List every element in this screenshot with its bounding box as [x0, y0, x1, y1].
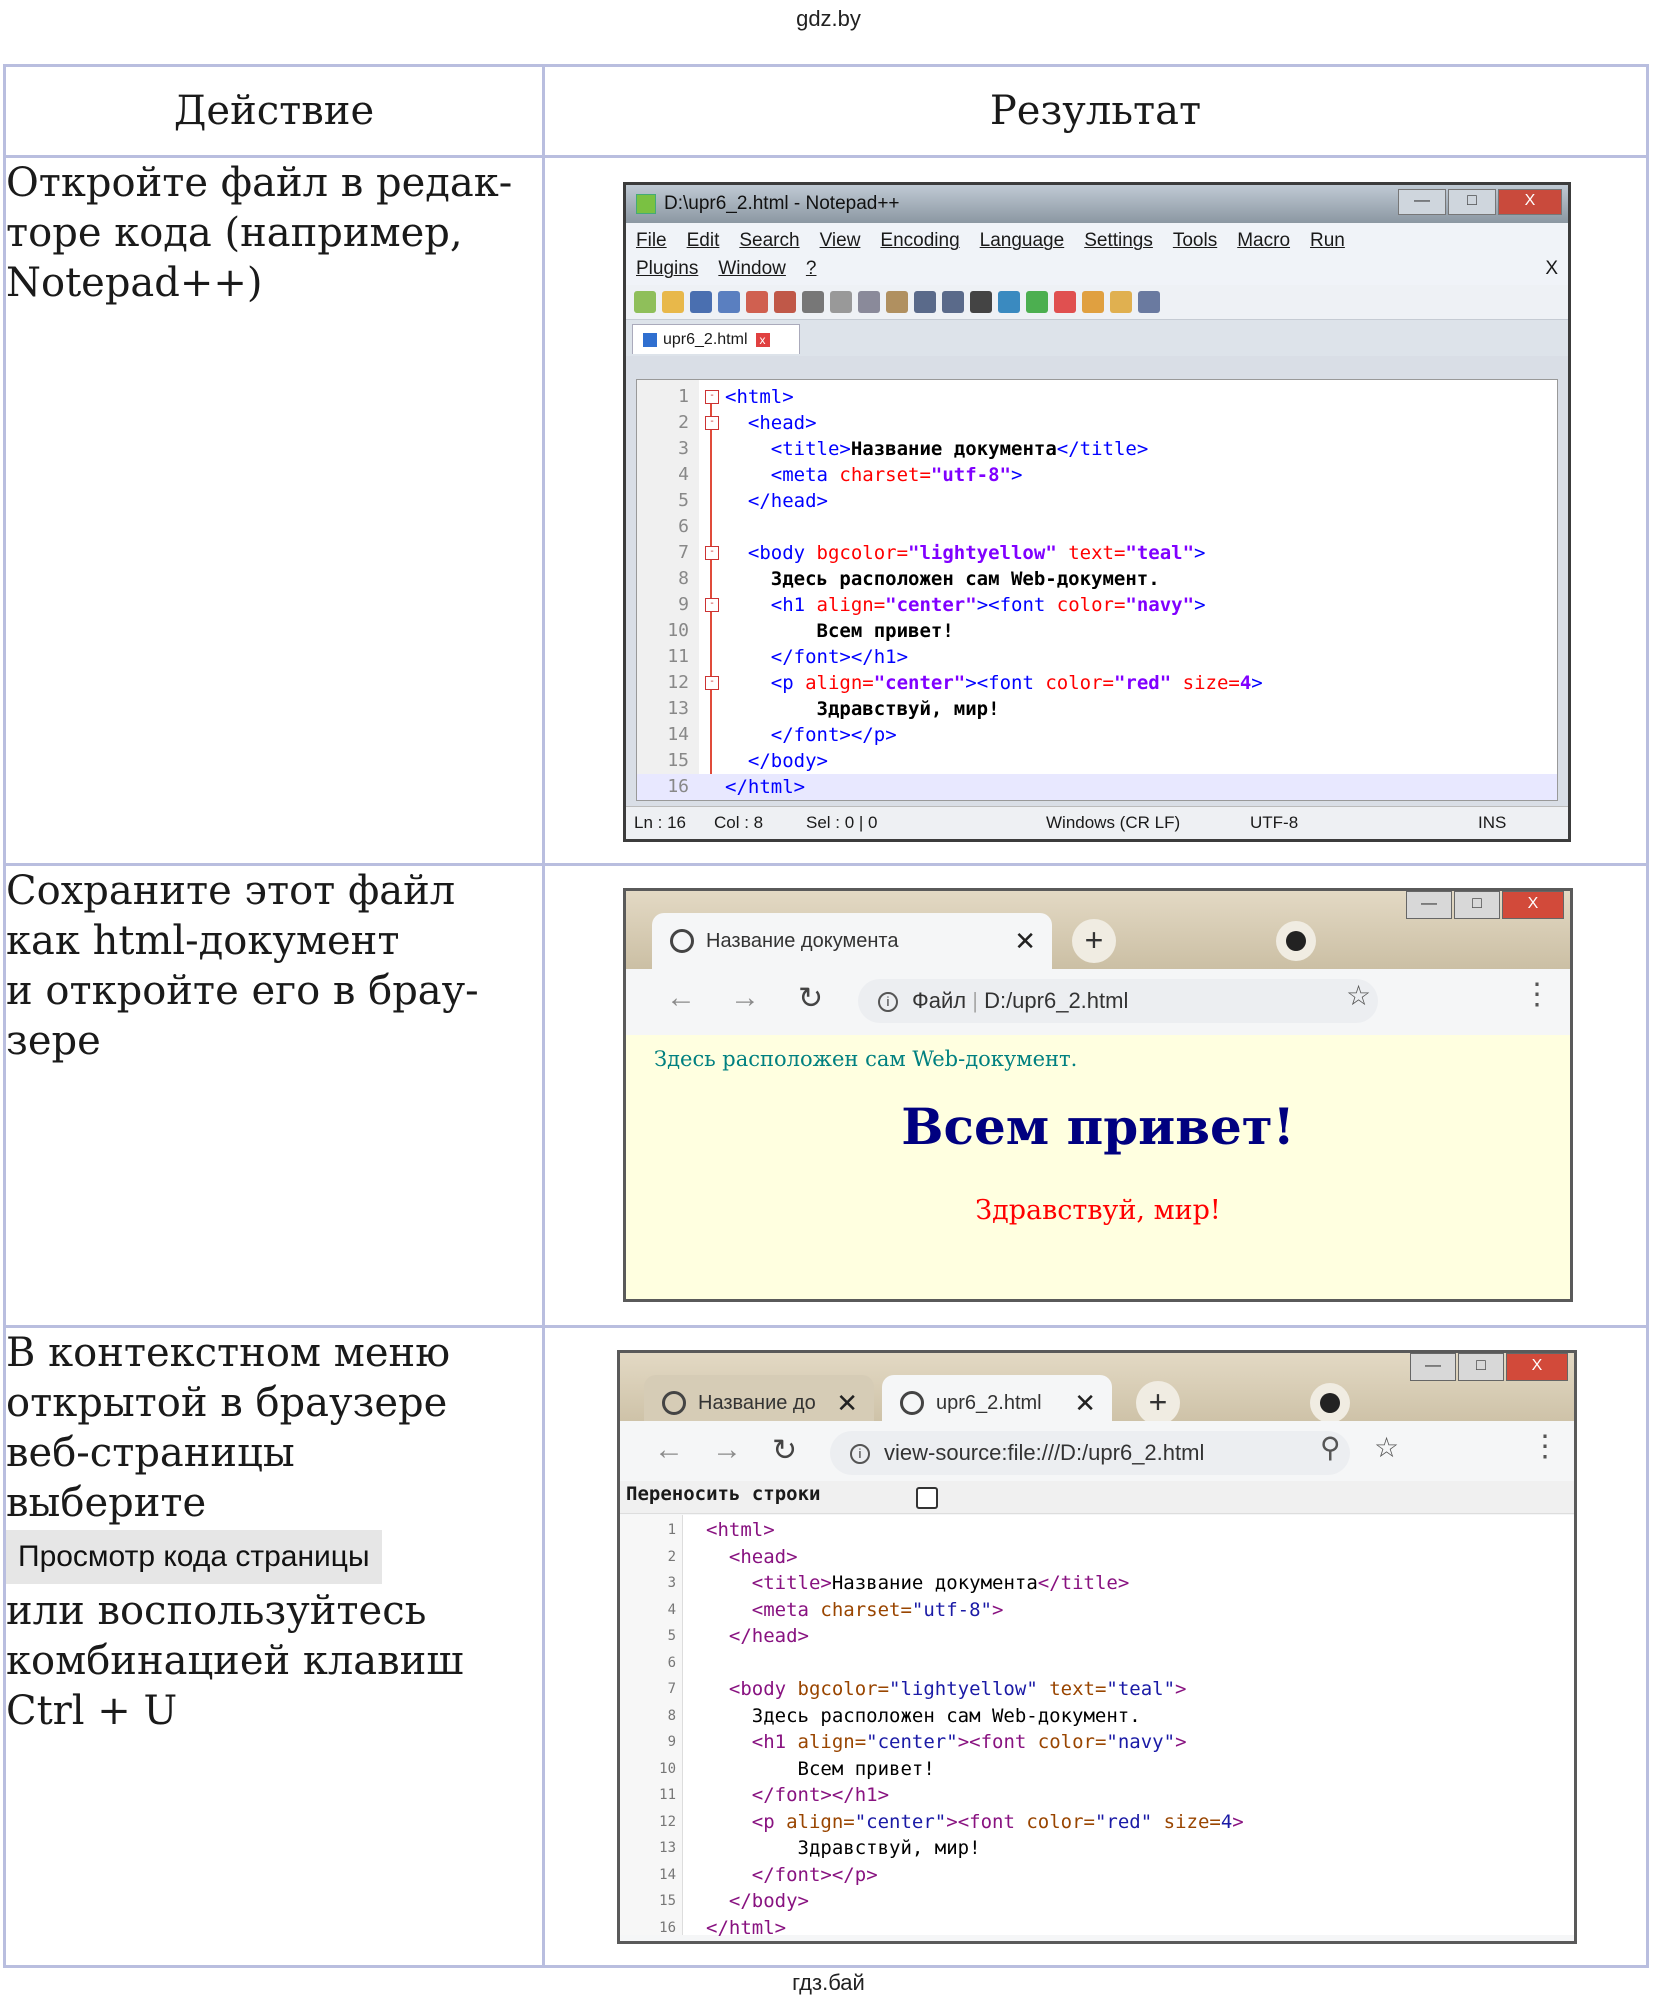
page-text: Здесь расположен сам Web-документ.	[654, 1047, 1078, 1071]
account-icon[interactable]	[1310, 1383, 1350, 1423]
window-controls	[1398, 189, 1562, 215]
status-sel: Sel : 0 | 0	[806, 813, 878, 832]
source-text: <h1 align="center"><font color="navy">	[751, 1731, 1187, 1753]
action-cell-1	[5, 157, 544, 865]
save-all-icon[interactable]	[718, 291, 740, 313]
source-line	[620, 1888, 1574, 1915]
menu-edit[interactable]: Edit	[686, 230, 720, 251]
code-text: </html>	[725, 776, 806, 798]
line-number: 9	[678, 594, 689, 615]
line-number: 15	[667, 750, 689, 771]
source-text: Здесь расположен сам Web-документ.	[706, 1704, 1141, 1727]
line-number: 16	[659, 1919, 676, 1936]
fold-toggle-icon[interactable]: -	[705, 546, 719, 560]
line-number: 7	[678, 542, 689, 563]
source-line	[620, 1835, 1574, 1862]
code-text: </font></h1>	[770, 646, 909, 668]
code-line	[637, 644, 1557, 670]
menu-view[interactable]: View	[819, 230, 861, 251]
source-text: Всем привет!	[706, 1757, 935, 1780]
line-number: 13	[659, 1840, 676, 1856]
menu-macro[interactable]: Macro	[1237, 230, 1291, 251]
line-number: 3	[678, 438, 689, 459]
close-window-button[interactable]: X	[1506, 1353, 1568, 1381]
file-tab-label: upr6_2.html	[663, 331, 748, 348]
fold-toggle-icon[interactable]: -	[705, 676, 719, 690]
line-number: 6	[678, 516, 689, 537]
code-text: <html>	[725, 386, 794, 408]
source-text: <p align="center"><font color="red" size=4>	[751, 1810, 1244, 1833]
close-file-icon[interactable]	[746, 291, 768, 313]
code-text: <meta charset="utf-8">	[770, 464, 1023, 486]
source-line	[620, 1809, 1574, 1836]
close-all-icon[interactable]	[774, 291, 796, 313]
code-text: </head>	[747, 490, 828, 512]
action-line: комбинацией клавиш	[6, 1638, 464, 1684]
undo-icon[interactable]	[914, 291, 936, 313]
line-number: 8	[678, 568, 689, 589]
source-lines	[620, 1517, 1574, 1941]
source-line	[620, 1703, 1574, 1730]
instructions-table	[3, 64, 1649, 1968]
redo-icon[interactable]	[942, 291, 964, 313]
code-line	[637, 462, 1557, 488]
browser-navbar	[620, 1421, 1574, 1487]
line-number: 5	[678, 490, 689, 511]
header-action: Действие	[5, 66, 544, 157]
cut-icon[interactable]	[830, 291, 852, 313]
code-line	[637, 592, 1557, 618]
zoom-icon[interactable]: ⚲	[1320, 1432, 1341, 1463]
line-number: 11	[667, 646, 689, 667]
source-text: <head>	[728, 1545, 798, 1568]
close-doc-icon[interactable]: X	[1545, 258, 1558, 279]
address-text: view-source:file:///D:/upr6_2.html	[884, 1440, 1205, 1465]
code-line	[637, 696, 1557, 722]
line-number: 4	[678, 464, 689, 485]
action-line: и откройте его в брау-	[6, 968, 479, 1014]
code-text: Всем привет!	[725, 620, 954, 642]
notepad-title: D:\upr6_2.html - Notepad++	[664, 193, 900, 214]
source-view	[620, 1515, 1574, 1939]
close-icon[interactable]: ✕	[1074, 1388, 1096, 1418]
line-number: 12	[667, 672, 689, 693]
find-icon[interactable]	[970, 291, 992, 313]
code-line	[637, 410, 1557, 436]
zoom-in-icon[interactable]	[1026, 291, 1048, 313]
line-number: 9	[667, 1734, 676, 1750]
line-number: 6	[667, 1654, 676, 1671]
action-line: выберите	[6, 1480, 207, 1526]
action-line: Notepad++)	[6, 260, 263, 306]
code-text: <body bgcolor="lightyellow" text="teal">	[747, 542, 1206, 564]
menu-run[interactable]: Run	[1310, 230, 1345, 251]
address-text: D:/upr6_2.html	[984, 988, 1129, 1013]
result-cell-2	[544, 865, 1648, 1327]
source-text: <html>	[706, 1519, 775, 1541]
file-tab[interactable]	[632, 324, 800, 354]
code-text: Здесь расположен сам Web-документ.	[725, 568, 1160, 590]
browser-tab[interactable]	[652, 913, 1052, 969]
globe-icon	[670, 929, 694, 953]
rendered-page	[626, 1035, 1570, 1299]
forward-icon[interactable]: →	[730, 981, 760, 1014]
window-controls	[1410, 1353, 1568, 1381]
info-icon[interactable]: i	[878, 992, 898, 1012]
source-line	[620, 1782, 1574, 1809]
minimize-button[interactable]: —	[1406, 891, 1452, 919]
line-number: 2	[667, 1548, 676, 1565]
code-line	[637, 514, 1557, 540]
menu-settings[interactable]: Settings	[1084, 230, 1153, 251]
address-scheme-label: Файл	[912, 988, 967, 1013]
source-text: </font></p>	[751, 1863, 878, 1886]
code-text: </font></p>	[770, 724, 897, 746]
sync-icon[interactable]	[1082, 291, 1104, 313]
source-text: </font></h1>	[751, 1784, 890, 1806]
address-bar[interactable]: i Файл | D:/upr6_2.html	[858, 979, 1378, 1023]
line-number: 14	[659, 1866, 676, 1883]
code-text: <p align="center"><font color="red" size=4>	[770, 672, 1263, 694]
save-icon[interactable]	[690, 291, 712, 313]
line-number: 15	[659, 1893, 676, 1909]
context-menu-item: Просмотр кода страницы	[6, 1530, 382, 1584]
menu-help[interactable]: ?	[805, 258, 817, 279]
plus-icon[interactable]: +	[1072, 919, 1116, 963]
notepad-app-icon	[636, 194, 656, 214]
menu-window[interactable]: Window	[718, 258, 786, 279]
minimize-button[interactable]: —	[1410, 1353, 1456, 1381]
watermark-bottom: гдз.бай	[792, 1970, 865, 1995]
tab-title: Название документа	[706, 930, 899, 952]
copy-icon[interactable]	[858, 291, 880, 313]
code-text: Здравствуй, мир!	[725, 698, 1000, 720]
source-line	[620, 1623, 1574, 1650]
code-line	[637, 436, 1557, 462]
result-cell-1	[544, 157, 1648, 865]
code-line	[637, 722, 1557, 748]
info-icon[interactable]: i	[850, 1444, 870, 1464]
menu-language[interactable]: Language	[979, 230, 1065, 251]
open-file-icon[interactable]	[662, 291, 684, 313]
fold-toggle-icon[interactable]: -	[705, 416, 719, 430]
line-number: 2	[678, 412, 689, 433]
close-window-button[interactable]: X	[1502, 891, 1564, 919]
code-lines	[637, 384, 1557, 800]
line-number: 13	[667, 698, 689, 719]
status-col: Col : 8	[714, 813, 764, 832]
source-line	[620, 1729, 1574, 1756]
tab-title: upr6_2.html	[936, 1392, 1042, 1414]
maximize-button[interactable]: □	[1458, 1353, 1504, 1381]
close-window-button[interactable]: X	[1498, 189, 1562, 215]
forward-icon[interactable]: →	[712, 1433, 742, 1466]
source-line	[620, 1570, 1574, 1597]
code-text: <h1 align="center"><font color="navy">	[770, 594, 1206, 616]
action-line: Ctrl + U	[6, 1688, 178, 1734]
globe-icon	[662, 1391, 686, 1415]
line-number: 3	[667, 1575, 676, 1591]
status-eol: Windows (CR LF)	[1046, 813, 1181, 832]
line-number: 8	[667, 1707, 676, 1724]
code-line	[637, 618, 1557, 644]
action-cell-3	[5, 1327, 544, 1967]
code-line	[637, 488, 1557, 514]
fold-toggle-icon[interactable]: -	[705, 390, 719, 404]
wrap-lines-label: Переносить строки	[626, 1483, 821, 1505]
fold-toggle-icon[interactable]: -	[705, 598, 719, 612]
menu-encoding[interactable]: Encoding	[880, 230, 960, 251]
action-line: или воспользуйтесь	[6, 1588, 427, 1634]
action-line: веб-страницы	[6, 1430, 295, 1476]
source-text: </body>	[728, 1890, 809, 1912]
status-line: Ln : 16	[634, 813, 686, 832]
line-number: 10	[667, 620, 689, 641]
star-icon[interactable]: ☆	[1374, 1432, 1400, 1463]
wrap-lines-bar	[620, 1481, 1574, 1514]
view-source-window	[617, 1350, 1577, 1944]
action-line: В контекстном меню	[6, 1330, 451, 1376]
source-line	[620, 1915, 1574, 1942]
close-icon[interactable]: ✕	[836, 1388, 858, 1418]
saved-file-icon	[643, 333, 657, 347]
menu-file[interactable]: File	[636, 230, 667, 251]
menu-tools[interactable]: Tools	[1172, 230, 1218, 251]
source-line	[620, 1756, 1574, 1783]
account-icon[interactable]	[1276, 921, 1316, 961]
source-line	[620, 1862, 1574, 1889]
close-icon[interactable]: ✕	[1014, 926, 1036, 956]
source-text: <title>Название документа</title>	[751, 1572, 1130, 1594]
maximize-button[interactable]: □	[1454, 891, 1500, 919]
code-line	[637, 566, 1557, 592]
notepad-tabbar	[626, 320, 1568, 356]
line-number: 4	[667, 1601, 676, 1618]
notepad-menubar	[626, 223, 1568, 285]
action-line: зере	[6, 1018, 101, 1064]
code-text: <head>	[747, 412, 817, 434]
plus-icon[interactable]: +	[1136, 1381, 1180, 1425]
line-number: 10	[659, 1760, 676, 1777]
source-line	[620, 1597, 1574, 1624]
new-file-icon[interactable]	[634, 291, 656, 313]
reload-icon[interactable]: ↻	[798, 982, 824, 1015]
close-icon[interactable]: x	[756, 333, 770, 347]
code-line	[637, 670, 1557, 696]
window-controls	[1406, 891, 1564, 919]
minimize-button[interactable]: —	[1398, 189, 1446, 215]
wrap-icon[interactable]	[1110, 291, 1132, 313]
paste-icon[interactable]	[886, 291, 908, 313]
line-number: 12	[659, 1813, 676, 1830]
page-paragraph: Здравствуй, мир!	[975, 1195, 1221, 1226]
reload-icon[interactable]: ↻	[772, 1434, 798, 1467]
back-icon[interactable]: ←	[654, 1433, 684, 1466]
browser-window	[623, 888, 1573, 1302]
zoom-out-icon[interactable]	[1054, 291, 1076, 313]
code-line	[637, 540, 1557, 566]
code-line	[637, 748, 1557, 774]
status-encoding: UTF-8	[1250, 813, 1299, 832]
line-number: 11	[659, 1787, 676, 1803]
source-text: Здравствуй, мир!	[706, 1837, 981, 1859]
source-text: </head>	[728, 1625, 809, 1647]
action-line: Откройте файл в редак-	[6, 160, 513, 206]
watermark-top: gdz.by	[796, 6, 861, 31]
status-mode: INS	[1478, 813, 1507, 832]
wrap-lines-checkbox[interactable]	[916, 1487, 938, 1509]
menu-icon[interactable]: ⋮	[1522, 978, 1552, 1011]
page-heading: Всем привет!	[901, 1097, 1295, 1156]
back-icon[interactable]: ←	[666, 981, 696, 1014]
tab-title: Название до	[698, 1392, 816, 1414]
address-bar[interactable]	[830, 1431, 1350, 1475]
action-cell-2	[5, 865, 544, 1327]
code-line	[637, 384, 1557, 410]
notepad-statusbar	[626, 806, 1568, 839]
line-number: 1	[678, 386, 689, 407]
menu-icon[interactable]: ⋮	[1530, 1430, 1560, 1463]
print-icon[interactable]	[802, 291, 824, 313]
code-line	[637, 774, 1557, 800]
code-text: <title>Название документа</title>	[770, 438, 1149, 460]
header-result: Результат	[544, 66, 1648, 157]
action-line: торе кода (например,	[6, 210, 463, 256]
notepad-toolbar	[626, 285, 1568, 320]
source-text: <body bgcolor="lightyellow" text="teal">	[728, 1678, 1187, 1700]
globe-icon	[900, 1391, 924, 1415]
source-line	[620, 1650, 1574, 1677]
menu-search[interactable]: Search	[739, 230, 800, 251]
browser-navbar	[626, 969, 1570, 1035]
line-number: 1	[667, 1522, 676, 1538]
replace-icon[interactable]	[998, 291, 1020, 313]
code-text: </body>	[747, 750, 828, 772]
action-line: открытой в браузере	[6, 1380, 448, 1426]
source-line	[620, 1676, 1574, 1703]
notepad-window	[623, 182, 1571, 842]
action-line: как html-документ	[6, 918, 400, 964]
line-number: 7	[667, 1681, 676, 1697]
line-number: 14	[667, 724, 689, 745]
action-line: Сохраните этот файл	[6, 868, 456, 914]
indent-icon[interactable]	[1138, 291, 1160, 313]
line-number: 16	[667, 776, 689, 797]
code-editor[interactable]	[636, 379, 1558, 801]
source-line	[620, 1517, 1574, 1544]
star-icon[interactable]: ☆	[1346, 980, 1372, 1011]
source-line	[620, 1544, 1574, 1571]
menu-plugins[interactable]: Plugins	[636, 258, 699, 279]
maximize-button[interactable]: □	[1448, 189, 1496, 215]
line-number: 5	[667, 1628, 676, 1644]
source-text: <meta charset="utf-8">	[751, 1598, 1004, 1621]
source-text: </html>	[706, 1916, 787, 1939]
result-cell-3	[544, 1327, 1648, 1967]
